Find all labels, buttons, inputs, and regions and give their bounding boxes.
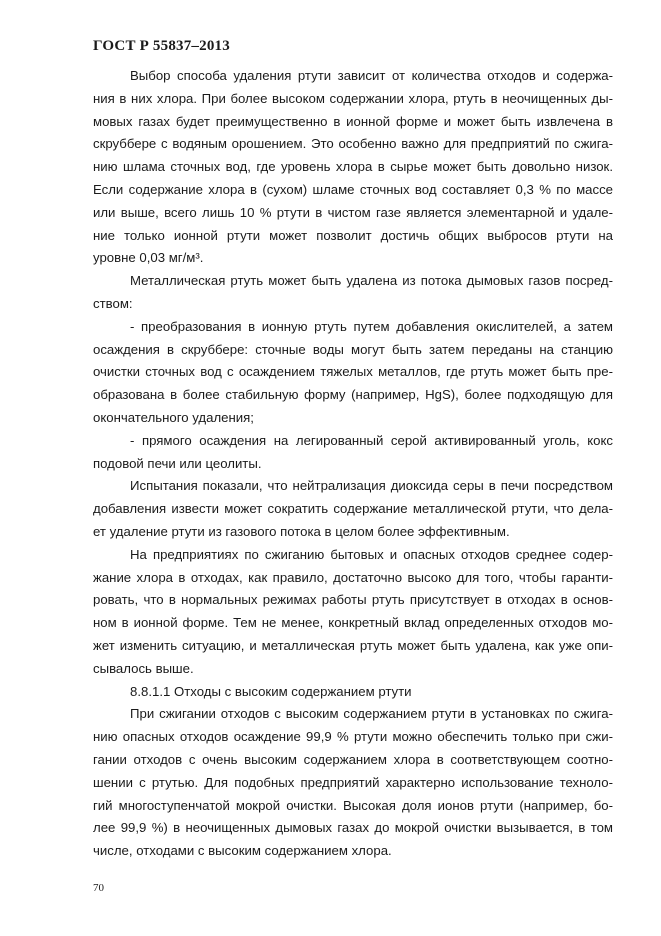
text-line: уровне 0,03 мг/м³. [93, 250, 204, 266]
list-item-ionic-conversion [93, 316, 613, 430]
text-line: Если содержание хлора в (сухом) шламе сточных вод составляет 0,3 % по массе [93, 181, 613, 197]
text-line: Выбор способа удаления ртути зависит от количества отходов и содержа- [130, 68, 613, 83]
paragraph-mercury-removal-choice [93, 65, 613, 270]
text-line: - прямого осаждения на легированный серой активированный уголь, кокс [130, 432, 613, 448]
text-line: ством: [93, 295, 133, 311]
text-line: - преобразования в ионную ртуть путем добавления окислителей, а затем [130, 318, 613, 334]
text-line: или выше, всего лишь 10 % ртути в чистом газе является элементарной и удале- [93, 204, 613, 220]
text-line: ровать, что в нормальных режимах работы ртуть присутствует в отходах в основ- [93, 592, 613, 608]
list-item-direct-deposition [93, 430, 613, 476]
text-line: нию опасных отходов осаждение 99,9 % ртути можно обеспечить только при сжи- [93, 729, 613, 745]
text-line: При сжигании отходов с высоким содержанием ртути в установках по сжига- [130, 706, 613, 722]
text-line: гий многоступенчатой мокрой очистки. Высокая доля ионов ртути (например, бо- [93, 797, 613, 813]
text-line: На предприятиях по сжиганию бытовых и опасных отходов среднее содер- [130, 546, 613, 562]
section-heading: 8.8.1.1 Отходы с высоким содержанием ртути [130, 683, 412, 699]
text-line: ет удаление ртути из газового потока в целом более эффективным. [93, 523, 510, 539]
text-line: подовой печи или цеолиты. [93, 455, 262, 471]
document-body [93, 65, 613, 863]
text-line: числе, отходами с высоким содержанием хлора. [93, 843, 392, 859]
text-line: шении с ртутью. Для подобных предприятий характерно использование техноло- [93, 774, 613, 790]
text-line: гании отходов с очень высоким содержанием хлора в соответствующем соотно- [93, 751, 613, 767]
text-line: окончательного удаления; [93, 409, 254, 425]
page-number: 70 [93, 882, 104, 894]
text-line: скруббере с водяным орошением. Это особенно важно для предприятий по сжига- [93, 136, 613, 152]
paragraph-metallic-mercury [93, 270, 613, 316]
text-line: мовых газах будет преимущественно в ионной форме и может быть извлечена в [93, 113, 613, 129]
document-header: ГОСТ Р 55837–2013 [93, 38, 230, 54]
text-line: добавления извести может сократить содержание металлической ртути, что дела- [93, 501, 613, 517]
paragraph-household-waste [93, 544, 613, 681]
text-line: осаждения в скруббере: сточные воды могут быть затем переданы на станцию [93, 341, 613, 357]
text-line: очистки сточных вод с осаждением тяжелых металлов, где ртуть может быть пре- [93, 364, 613, 380]
paragraph-tests [93, 475, 613, 543]
text-line: ния в них хлора. При более высоком содержании хлора, ртуть в неочищенных ды- [93, 90, 613, 106]
text-line: ние только ионной ртути может позволит достичь общих выбросов ртути на [93, 227, 613, 243]
text-line: образована в более стабильную форму (например, HgS), более подходящую для [93, 387, 613, 403]
text-line: жет изменить ситуацию, и металлическая ртуть может быть удалена, как уже опи- [93, 637, 613, 653]
text-line: Металлическая ртуть может быть удалена из потока дымовых газов посред- [130, 273, 613, 289]
text-line: лее 99,9 %) в неочищенных дымовых газах до мокрой очистки вызывается, в том [93, 820, 613, 836]
text-line: сывалось выше. [93, 660, 194, 676]
text-line: жание хлора в отходах, как правило, достаточно высоко для того, чтобы гаранти- [93, 569, 613, 585]
paragraph-high-mercury-waste [93, 703, 613, 863]
text-line: нию шлама сточных вод, где уровень хлора в сырье может быть довольно низок. [93, 159, 613, 175]
text-line: ном в ионной форме. Тем не менее, конкретный вклад определенных отходов мо- [93, 615, 613, 631]
text-line: Испытания показали, что нейтрализация диоксида серы в печи посредством [130, 478, 613, 494]
